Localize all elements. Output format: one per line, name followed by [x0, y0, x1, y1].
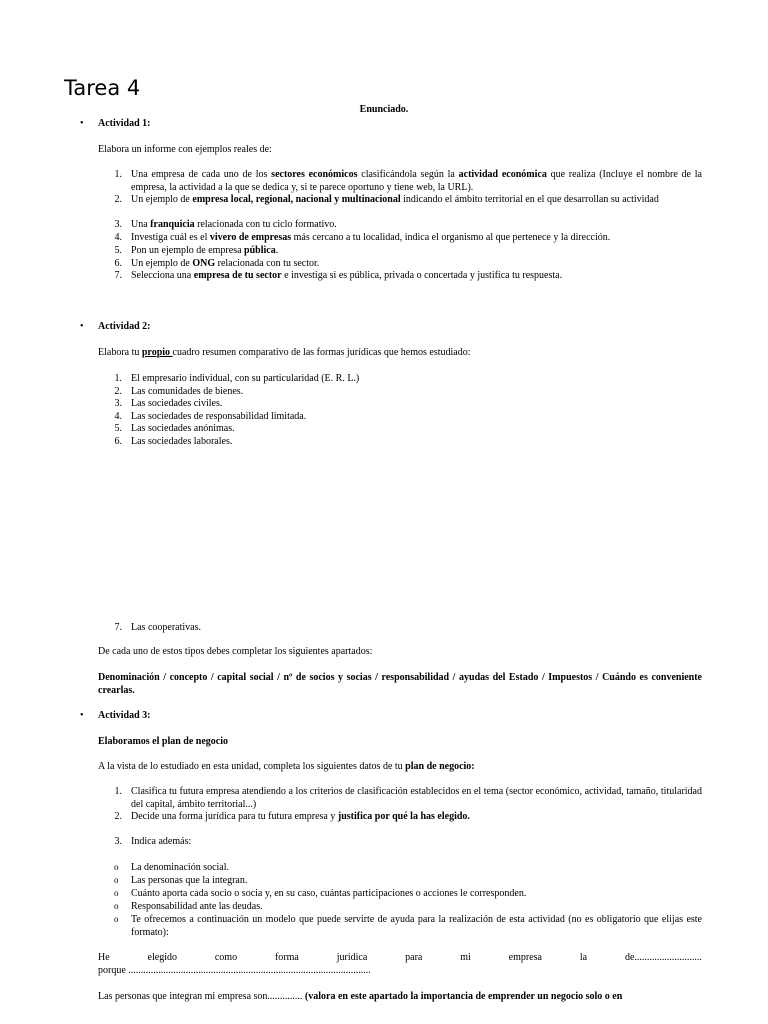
list-item: Las comunidades de bienes.: [131, 385, 244, 397]
list-item: Una empresa de cada uno de los sectores económicos clasificándola según la actividad económica que realiza (Incluye el nombre de la empresa, la actividad a la que se dedica y, si te parece oportuno y tiene web, la URL).: [131, 169, 702, 193]
list-number: 1.: [114, 169, 122, 180]
sublist-item: Te ofrecemos a continuación un modelo que puede servirte de ayuda para la realización de esta actividad (no es obligatorio que elijas este formato):: [131, 914, 702, 938]
bullet-icon: •: [80, 321, 84, 332]
circle-bullet-icon: o: [114, 862, 119, 872]
sublist-item: Cuánto aporta cada socio o socia y, en su caso, cuántas participaciones o acciones le corresponden.: [131, 888, 527, 899]
list-item: Una franquicia relacionada con tu ciclo formativo.: [131, 219, 337, 230]
actividad2-label: Actividad 2:: [98, 321, 151, 332]
model-word: como: [214, 952, 238, 963]
list-number: 4.: [114, 410, 122, 422]
circle-bullet-icon: o: [114, 901, 119, 911]
list-item: Decide una forma jurídica para tu futura empresa y justifica por qué la has elegido.: [131, 811, 470, 822]
sublist-item: Responsabilidad ante las deudas.: [131, 901, 263, 912]
sublist-item: La denominación social.: [131, 862, 230, 873]
list-item: Un ejemplo de ONG relacionada con tu sector.: [131, 258, 320, 269]
list-item: Las sociedades de responsabilidad limitada.: [131, 410, 307, 422]
model-sentence-line1: [98, 952, 702, 963]
model-word: jurídica: [336, 952, 368, 963]
list-item: Indica además:: [131, 836, 192, 847]
list-number: 5.: [114, 245, 122, 256]
actividad2-intro: Elabora tu propio cuadro resumen comparativo de las formas jurídicas que hemos estudiado:: [98, 347, 471, 358]
list-number: 5.: [114, 423, 122, 434]
list-number: 2.: [114, 385, 122, 397]
list-number: 6.: [114, 435, 122, 447]
list-number: 2.: [114, 194, 122, 205]
circle-bullet-icon: o: [114, 888, 119, 898]
list-item: El empresario individual, con su particularidad (E. R. L.): [131, 373, 360, 384]
actividad1-intro: Elabora un informe con ejemplos reales de:: [98, 144, 272, 155]
heading: Enunciado.: [359, 104, 409, 115]
fields-text: Denominación / concepto / capital social / nº de socios y socias / responsabilidad / ayudas del Estado / Impuestos / Cuándo es conveniente crearlas.: [98, 672, 702, 696]
model-word: empresa: [508, 952, 542, 963]
list-item: Selecciona una empresa de tu sector e investiga si es pública, privada o concertada y justifica tu respuesta.: [131, 270, 563, 281]
actividad3-label: Actividad 3:: [98, 710, 151, 721]
list-number: 3.: [114, 836, 122, 847]
list-number: 3.: [114, 219, 122, 230]
complete-text: De cada uno de estos tipos debes completar los siguientes apartados:: [98, 646, 373, 657]
actividad3-subtitle: Elaboramos el plan de negocio: [98, 736, 229, 747]
model-sentence-line2: porque .................................................................................................: [98, 965, 371, 976]
list-item: Un ejemplo de empresa local, regional, nacional y multinacional indicando el ámbito territorial en el que desarrollan su actividad: [131, 194, 659, 205]
model-word: de...........................: [624, 952, 702, 963]
circle-bullet-icon: o: [114, 875, 119, 885]
list-number: 7.: [114, 622, 122, 633]
list-item: Las sociedades anónimas.: [131, 423, 235, 434]
list-item: Pon un ejemplo de empresa pública.: [131, 245, 279, 256]
bullet-icon: •: [80, 710, 84, 721]
list-number: 1.: [114, 786, 122, 797]
list-number: 4.: [114, 232, 122, 243]
list-number: 3.: [114, 398, 122, 409]
bullet-icon: •: [80, 118, 84, 129]
circle-bullet-icon: o: [114, 914, 119, 924]
model-word: la: [579, 952, 588, 963]
list-number: 2.: [114, 811, 122, 822]
list-item: Clasifica tu futura empresa atendiendo a los criterios de clasificación establecidos en el tema (sector económico, actividad, tamaño, titularidad del capital, ámbito territorial...): [131, 786, 702, 810]
list-item: Las sociedades laborales.: [131, 435, 233, 447]
list-number: 7.: [114, 270, 122, 281]
actividad1-label: Actividad 1:: [98, 118, 151, 129]
model-word: para: [405, 952, 423, 963]
list-number: 1.: [114, 373, 122, 384]
list-number: 6.: [114, 258, 122, 269]
model-word: He: [98, 952, 110, 963]
model-word: forma: [274, 952, 299, 963]
last-paragraph: Las personas que integran mi empresa son.............. (valora en este apartado la importancia de emprender un negocio solo o en: [98, 991, 623, 1002]
model-word: elegido: [147, 952, 177, 963]
actividad3-intro: A la vista de lo estudiado en esta unidad, completa los siguientes datos de tu plan de negocio:: [98, 761, 475, 772]
list-item: Investiga cuál es el vivero de empresas más cercano a tu localidad, indica el organismo al que pertenece y la dirección.: [131, 232, 611, 243]
sublist-item: Las personas que la integran.: [131, 875, 248, 886]
model-word: mi: [460, 952, 471, 963]
page-title: Tarea 4: [64, 76, 141, 100]
list-item: Las cooperativas.: [131, 622, 201, 633]
list-item: Las sociedades civiles.: [131, 398, 223, 409]
